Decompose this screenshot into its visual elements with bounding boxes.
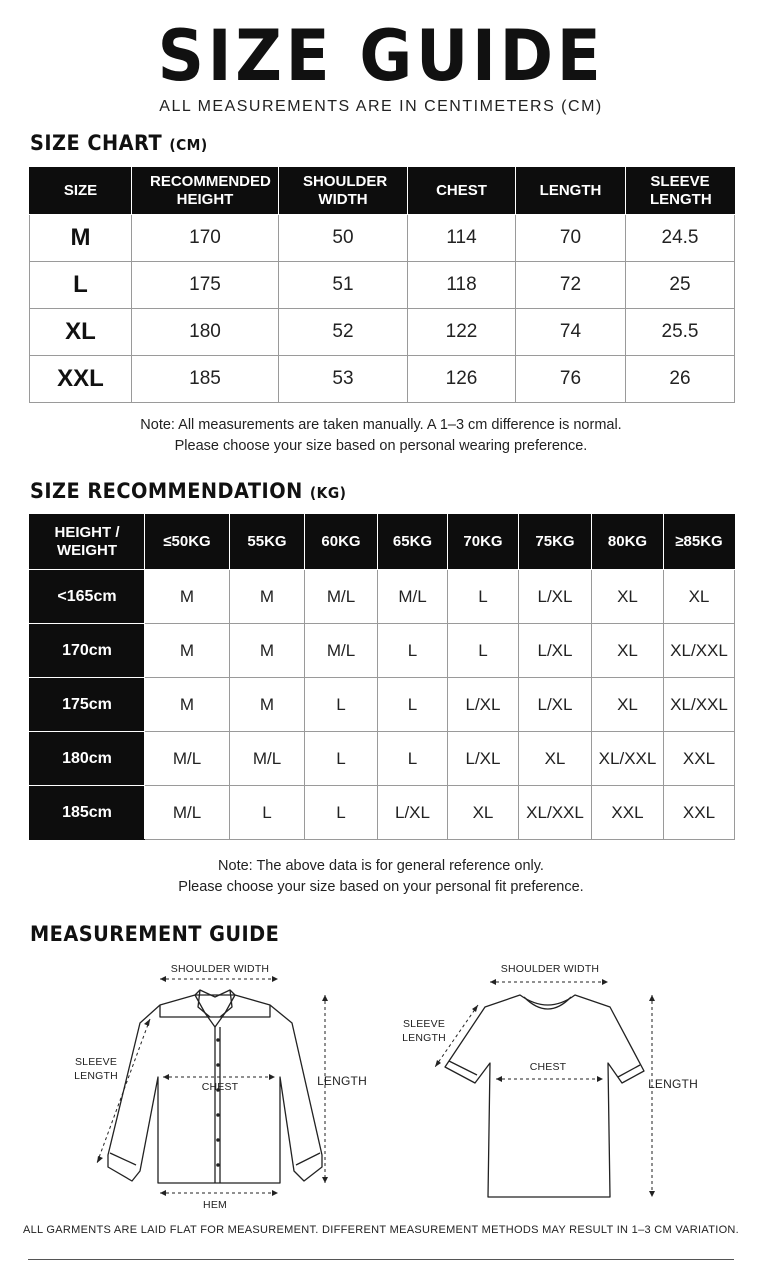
table-row (30, 678, 735, 732)
size-chart-header-row (30, 168, 735, 215)
size-cell: XL (30, 309, 132, 356)
size-chart-note (0, 415, 762, 457)
shirt-length-label: LENGTH (317, 1074, 367, 1088)
table-cell: 26 (626, 356, 735, 403)
table-cell: XL (592, 678, 664, 732)
table-cell: L (305, 786, 378, 840)
tshirt-sleeve-length-label: SLEEVE LENGTH (402, 1018, 446, 1044)
column-header-length: LENGTH (516, 168, 626, 215)
table-cell: 180 (132, 309, 279, 356)
table-row (30, 309, 735, 356)
bottom-divider (28, 1259, 734, 1260)
table-cell: 170 (132, 215, 279, 262)
column-header-height-weight: HEIGHT / WEIGHT (30, 515, 145, 570)
table-cell: L (230, 786, 305, 840)
size-chart-note-line2: Please choose your size based on personal wearing preference. (174, 438, 588, 454)
measurement-guide-heading: MEASUREMENT GUIDE (30, 922, 280, 946)
table-cell: 53 (279, 356, 408, 403)
table-cell: M/L (145, 786, 230, 840)
recommendation-note-line2: Please choose your size based on your personal fit preference. (178, 879, 584, 895)
table-cell: 25.5 (626, 309, 735, 356)
table-cell: L (305, 678, 378, 732)
table-cell: XL/XXL (592, 732, 664, 786)
recommendation-unit: (KG) (309, 484, 347, 502)
table-cell: L (378, 732, 448, 786)
table-cell: XL (519, 732, 592, 786)
table-row (30, 570, 735, 624)
table-cell: 25 (626, 262, 735, 309)
page-title: SIZE GUIDE (157, 15, 605, 97)
table-cell: 114 (408, 215, 516, 262)
recommendation-title: SIZE RECOMMENDATION (30, 479, 303, 503)
column-header-weight: 70KG (448, 515, 519, 570)
table-cell: L/XL (378, 786, 448, 840)
table-cell: M (230, 678, 305, 732)
height-row-header: 175cm (30, 678, 145, 732)
table-cell: XXL (664, 786, 735, 840)
size-chart-table (29, 167, 735, 403)
tshirt-shoulder-width-label: SHOULDER WIDTH (500, 963, 600, 975)
recommendation-note-line1: Note: The above data is for general reference only. (218, 858, 544, 874)
column-header-sleeve-length: SLEEVE LENGTH (626, 168, 735, 215)
column-header-weight: 60KG (305, 515, 378, 570)
table-cell: XL/XXL (664, 624, 735, 678)
table-cell: 74 (516, 309, 626, 356)
size-chart-unit: (CM) (169, 136, 208, 154)
table-cell: M (145, 678, 230, 732)
size-chart-title: SIZE CHART (30, 131, 163, 155)
table-cell: 76 (516, 356, 626, 403)
table-cell: L (378, 624, 448, 678)
table-cell: 51 (279, 262, 408, 309)
table-cell: L/XL (519, 624, 592, 678)
tshirt-outline (445, 995, 644, 1197)
column-header-weight: 80KG (592, 515, 664, 570)
table-cell: XL (592, 570, 664, 624)
table-cell: 72 (516, 262, 626, 309)
table-cell: M (230, 570, 305, 624)
column-header-shoulder-width: SHOULDER WIDTH (279, 168, 408, 215)
table-cell: 24.5 (626, 215, 735, 262)
table-row (30, 215, 735, 262)
table-cell: 70 (516, 215, 626, 262)
table-row (30, 262, 735, 309)
height-row-header: 170cm (30, 624, 145, 678)
table-row (30, 786, 735, 840)
size-cell: L (30, 262, 132, 309)
table-cell: 52 (279, 309, 408, 356)
column-header-size: SIZE (30, 168, 132, 215)
size-cell: XXL (30, 356, 132, 403)
column-header-weight: ≥85KG (664, 515, 735, 570)
table-cell: M (145, 624, 230, 678)
table-cell: 126 (408, 356, 516, 403)
table-cell: XL (592, 624, 664, 678)
column-header-weight: 75KG (519, 515, 592, 570)
size-chart-heading (30, 131, 208, 155)
column-header-recommended-height: RECOMMENDED HEIGHT (132, 168, 279, 215)
size-recommendation-table (29, 514, 735, 840)
table-cell: M/L (305, 624, 378, 678)
table-cell: XXL (664, 732, 735, 786)
table-cell: M/L (230, 732, 305, 786)
height-row-header: 180cm (30, 732, 145, 786)
table-cell: 122 (408, 309, 516, 356)
height-row-header: 185cm (30, 786, 145, 840)
table-row (30, 732, 735, 786)
column-header-weight: ≤50KG (145, 515, 230, 570)
table-cell: M/L (145, 732, 230, 786)
tshirt-chest-label: CHEST (529, 1061, 567, 1073)
shirt-hem-label: HEM (203, 1199, 227, 1211)
column-header-weight: 65KG (378, 515, 448, 570)
table-cell: XL/XXL (519, 786, 592, 840)
recommendation-header-row (30, 515, 735, 570)
table-cell: 185 (132, 356, 279, 403)
table-cell: 175 (132, 262, 279, 309)
table-cell: L (448, 624, 519, 678)
table-cell: L (448, 570, 519, 624)
table-cell: L/XL (448, 678, 519, 732)
tshirt-length-label: LENGTH (648, 1077, 698, 1091)
table-cell: XXL (592, 786, 664, 840)
table-row (30, 356, 735, 403)
table-cell: 118 (408, 262, 516, 309)
size-chart-note-line1: Note: All measurements are taken manually. A 1–3 cm difference is normal. (140, 417, 622, 433)
table-cell: M (145, 570, 230, 624)
table-row (30, 624, 735, 678)
table-cell: L/XL (519, 570, 592, 624)
shirt-shoulder-width-label: SHOULDER WIDTH (170, 963, 270, 975)
table-cell: L/XL (519, 678, 592, 732)
recommendation-heading (30, 479, 346, 503)
table-cell: XL (448, 786, 519, 840)
table-cell: M (230, 624, 305, 678)
column-header-weight: 55KG (230, 515, 305, 570)
table-cell: L (305, 732, 378, 786)
table-cell: L (378, 678, 448, 732)
recommendation-note (0, 856, 762, 898)
shirt-chest-label: CHEST (201, 1081, 239, 1093)
size-cell: M (30, 215, 132, 262)
shirt-sleeve-length-label: SLEEVE LENGTH (74, 1056, 118, 1082)
column-header-chest: CHEST (408, 168, 516, 215)
table-cell: XL/XXL (664, 678, 735, 732)
footer-note: ALL GARMENTS ARE LAID FLAT FOR MEASUREMENT. DIFFERENT MEASUREMENT METHODS MAY RESULT IN 1–3 CM VARIATION. (22, 1224, 740, 1236)
page-subtitle: ALL MEASUREMENTS ARE IN CENTIMETERS (CM) (159, 98, 603, 115)
table-cell: M/L (305, 570, 378, 624)
table-cell: 50 (279, 215, 408, 262)
table-cell: L/XL (448, 732, 519, 786)
table-cell: XL (664, 570, 735, 624)
table-cell: M/L (378, 570, 448, 624)
height-row-header: <165cm (30, 570, 145, 624)
